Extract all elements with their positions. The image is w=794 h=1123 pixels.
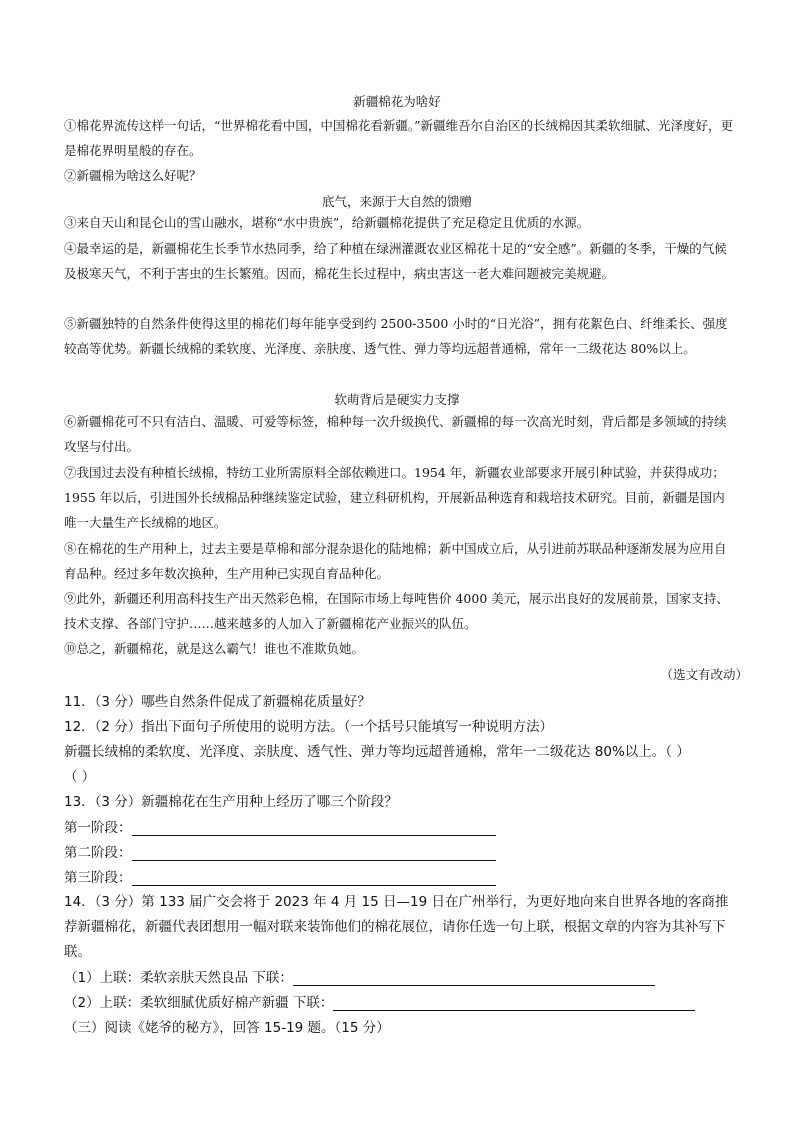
stage-1-label: 第一阶段： [64,820,132,836]
paragraph-8: ⑧在棉花的生产用种上，过去主要是草棉和部分混杂退化的陆地棉；新中国成立后，从引进前苏联品种逐渐发展为应用自育品种。经过多年数次换种，生产用种已实现自育品种化。 [64,541,727,581]
stage-3-row [64,866,496,886]
question-11: 11．（3 分）哪些自然条件促成了新疆棉花质量好？ [64,694,371,710]
stage-2-row [64,841,496,861]
paragraph-5: ⑤新疆独特的自然条件使得这里的棉花们每年能享受到约 2500-3500 小时的“日光浴”，拥有花絮色白、纤维柔长、强度较高等优势。新疆长绒棉的柔软度、光泽度、亲肤度、透气性、弹力等均远超普通棉，常年一二级花达 80%以上。 [64,316,728,356]
couplet-2-answer-line[interactable] [333,996,695,1011]
couplet-1-answer-line[interactable] [293,971,655,986]
paragraph-2: ②新疆棉为啥这么好呢？ [64,168,202,183]
paragraph-10: ⑩总之，新疆棉花，就是这么霸气！谁也不准欺负她。 [64,641,365,656]
couplet-1-row [64,966,655,986]
stage-3-answer-line[interactable] [132,871,496,886]
question-12: 12．（2 分）指出下面句子所使用的说明方法。（一个括号只能填写一种说明方法） [64,719,554,735]
stage-1-row [64,816,496,836]
couplet-2-row [64,991,695,1011]
couplet-2-label: （2）上联：柔软细腻优质好棉产新疆 下联： [64,995,334,1011]
stage-3-label: 第三阶段： [64,870,132,886]
stage-2-answer-line[interactable] [132,846,496,861]
question-14: 14．（3 分）第 133 届广交会将于 2023 年 4 月 15 日—19 日在广州举行，为更好地向来自世界各地的客商推荐新疆棉花，新疆代表团想用一幅对联来装饰他们的棉花展位，请你任选一句上联，根据文章的内容为其补写下联。 [64,894,729,960]
question-12-second-paren[interactable]: （ ） [64,769,96,785]
paragraph-3: ③来自天山和昆仑山的雪山融水，堪称“水中贵族”，给新疆棉花提供了充足稳定且优质的水源。 [64,215,590,230]
paragraph-4: ④最幸运的是，新疆棉花生长季节水热同季，给了种植在绿洲灌溉农业区棉花十足的“安全感”。新疆的冬季，干燥的气候及极寒天气，不利于害虫的生长繁殖。因而，棉花生长过程中，病虫害这一老大难问题被完美规避。 [64,241,727,281]
question-12-sentence: 新疆长绒棉的柔软度、光泽度、亲肤度、透气性、弹力等均远超普通棉，常年一二级花达 80%以上。（ ） [64,744,690,760]
paragraph-9: ⑨此外，新疆还利用高科技生产出天然彩色棉，在国际市场上每吨售价 4000 美元，展示出良好的发展前景，国家支持、技术支撑、各部门守护……越来越多的人加入了新疆棉花产业振兴的队伍。 [64,591,729,631]
source-note: （选文有改动） [660,667,748,682]
stage-2-label: 第二阶段： [64,845,132,861]
question-13: 13．（3 分）新疆棉花在生产用种上经历了哪三个阶段？ [64,794,398,810]
section-3-heading: （三）阅读《姥爷的秘方》，回答 15-19 题。（15 分） [64,1020,390,1036]
stage-1-answer-line[interactable] [132,821,496,836]
paragraph-6: ⑥新疆棉花可不只有洁白、温暖、可爱等标签，棉种每一次升级换代、新疆棉的每一次高光时刻，背后都是多领域的持续攻坚与付出。 [64,414,727,454]
couplet-1-label: （1）上联：柔软亲肤天然良品 下联： [64,970,293,986]
paragraph-7: ⑦我国过去没有种植长绒棉，特纺工业所需原料全部依赖进口。1954 年，新疆农业部要求开展引种试验，并获得成功；1955 年以后，引进国外长绒棉品种继续鉴定试验，建立科研机构，开展新品种选育和栽培技术研究。目前，新疆是国内唯一大量生产长绒棉的地区。 [64,465,725,530]
paragraph-1: ①棉花界流传这样一句话，“世界棉花看中国，中国棉花看新疆。”新疆维吾尔自治区的长绒棉因其柔软细腻、光泽度好，更是棉花界明星般的存在。 [64,118,734,158]
section-heading-2: 软萌背后是硬实力支撑 [334,392,460,407]
section-heading-1: 底气，来源于大自然的馈赠 [321,194,472,209]
article-title: 新疆棉花为啥好 [353,94,441,109]
